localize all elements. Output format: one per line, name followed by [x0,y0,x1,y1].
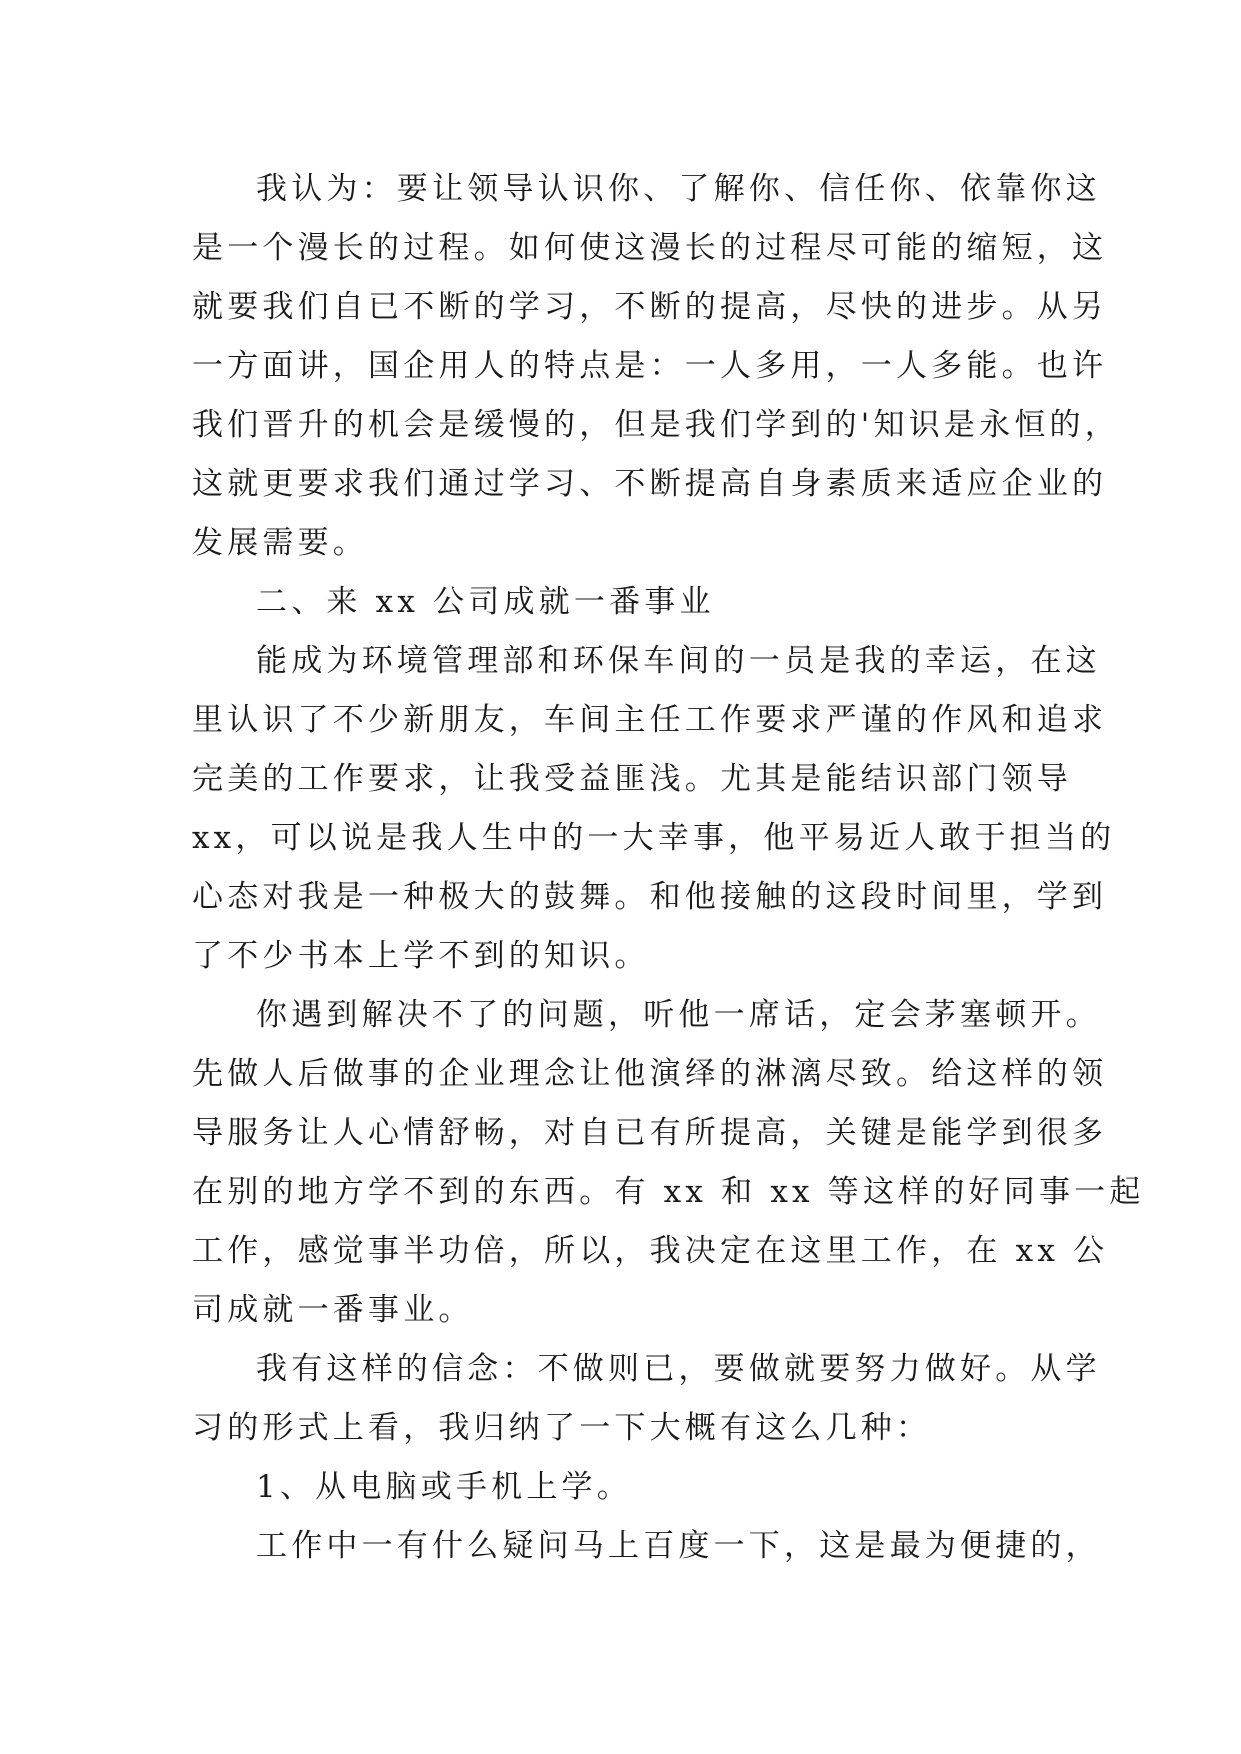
text-line: 我有这样的信念：不做则已，要做就要努力做好。从学 [256,1351,1101,1387]
text-line: 了不少书本上学不到的知识。 [192,938,650,974]
text-line: 能成为环境管理部和环保车间的一员是我的幸运，在这 [256,643,1101,679]
text-line: 完美的工作要求，让我受益匪浅。尤其是能结识部门领导 [192,761,1072,797]
text-line: 在别的地方学不到的东西。有 xx 和 xx 等这样的好同事一起 [192,1174,1145,1210]
text-line: 是一个漫长的过程。如何使这漫长的过程尽可能的缩短，这 [192,230,1108,266]
text-line: 一方面讲，国企用人的特点是：一人多用，一人多能。也许 [192,348,1108,384]
text-line: 心态对我是一种极大的鼓舞。和他接触的这段时间里，学到 [192,879,1108,915]
text-line: 工作，感觉事半功倍，所以，我决定在这里工作，在 xx 公 [192,1233,1109,1269]
text-line: 习的形式上看，我归纳了一下大概有这么几种： [192,1410,932,1446]
text-line: 我们晋升的机会是缓慢的，但是我们学到的'知识是永恒的， [192,407,1120,443]
text-line: 这就更要求我们通过学习、不断提高自身素质来适应企业的 [192,466,1108,502]
text-line: 发展需要。 [192,525,368,561]
text-line: 你遇到解决不了的问题，听他一席话，定会茅塞顿开。 [256,997,1101,1033]
text-line: 工作中一有什么疑问马上百度一下，这是最为便捷的， [256,1528,1101,1564]
text-line: 里认识了不少新朋友，车间主任工作要求严谨的作风和追求 [192,702,1108,738]
text-line: 先做人后做事的企业理念让他演绎的淋漓尽致。给这样的领 [192,1056,1108,1092]
document-body [192,160,1145,1576]
text-line: 司成就一番事业。 [192,1292,474,1328]
text-line: 就要我们自已不断的学习，不断的提高，尽快的进步。从另 [192,289,1108,325]
text-line: xx，可以说是我人生中的一大幸事，他平易近人敢于担当的 [192,820,1116,856]
list-item: 1、从电脑或手机上学。 [256,1469,632,1505]
text-line: 导服务让人心情舒畅，对自已有所提高，关键是能学到很多 [192,1115,1108,1151]
section-heading: 二、来 xx 公司成就一番事业 [256,584,715,620]
text-line: 我认为：要让领导认识你、了解你、信任你、依靠你这 [256,171,1101,207]
